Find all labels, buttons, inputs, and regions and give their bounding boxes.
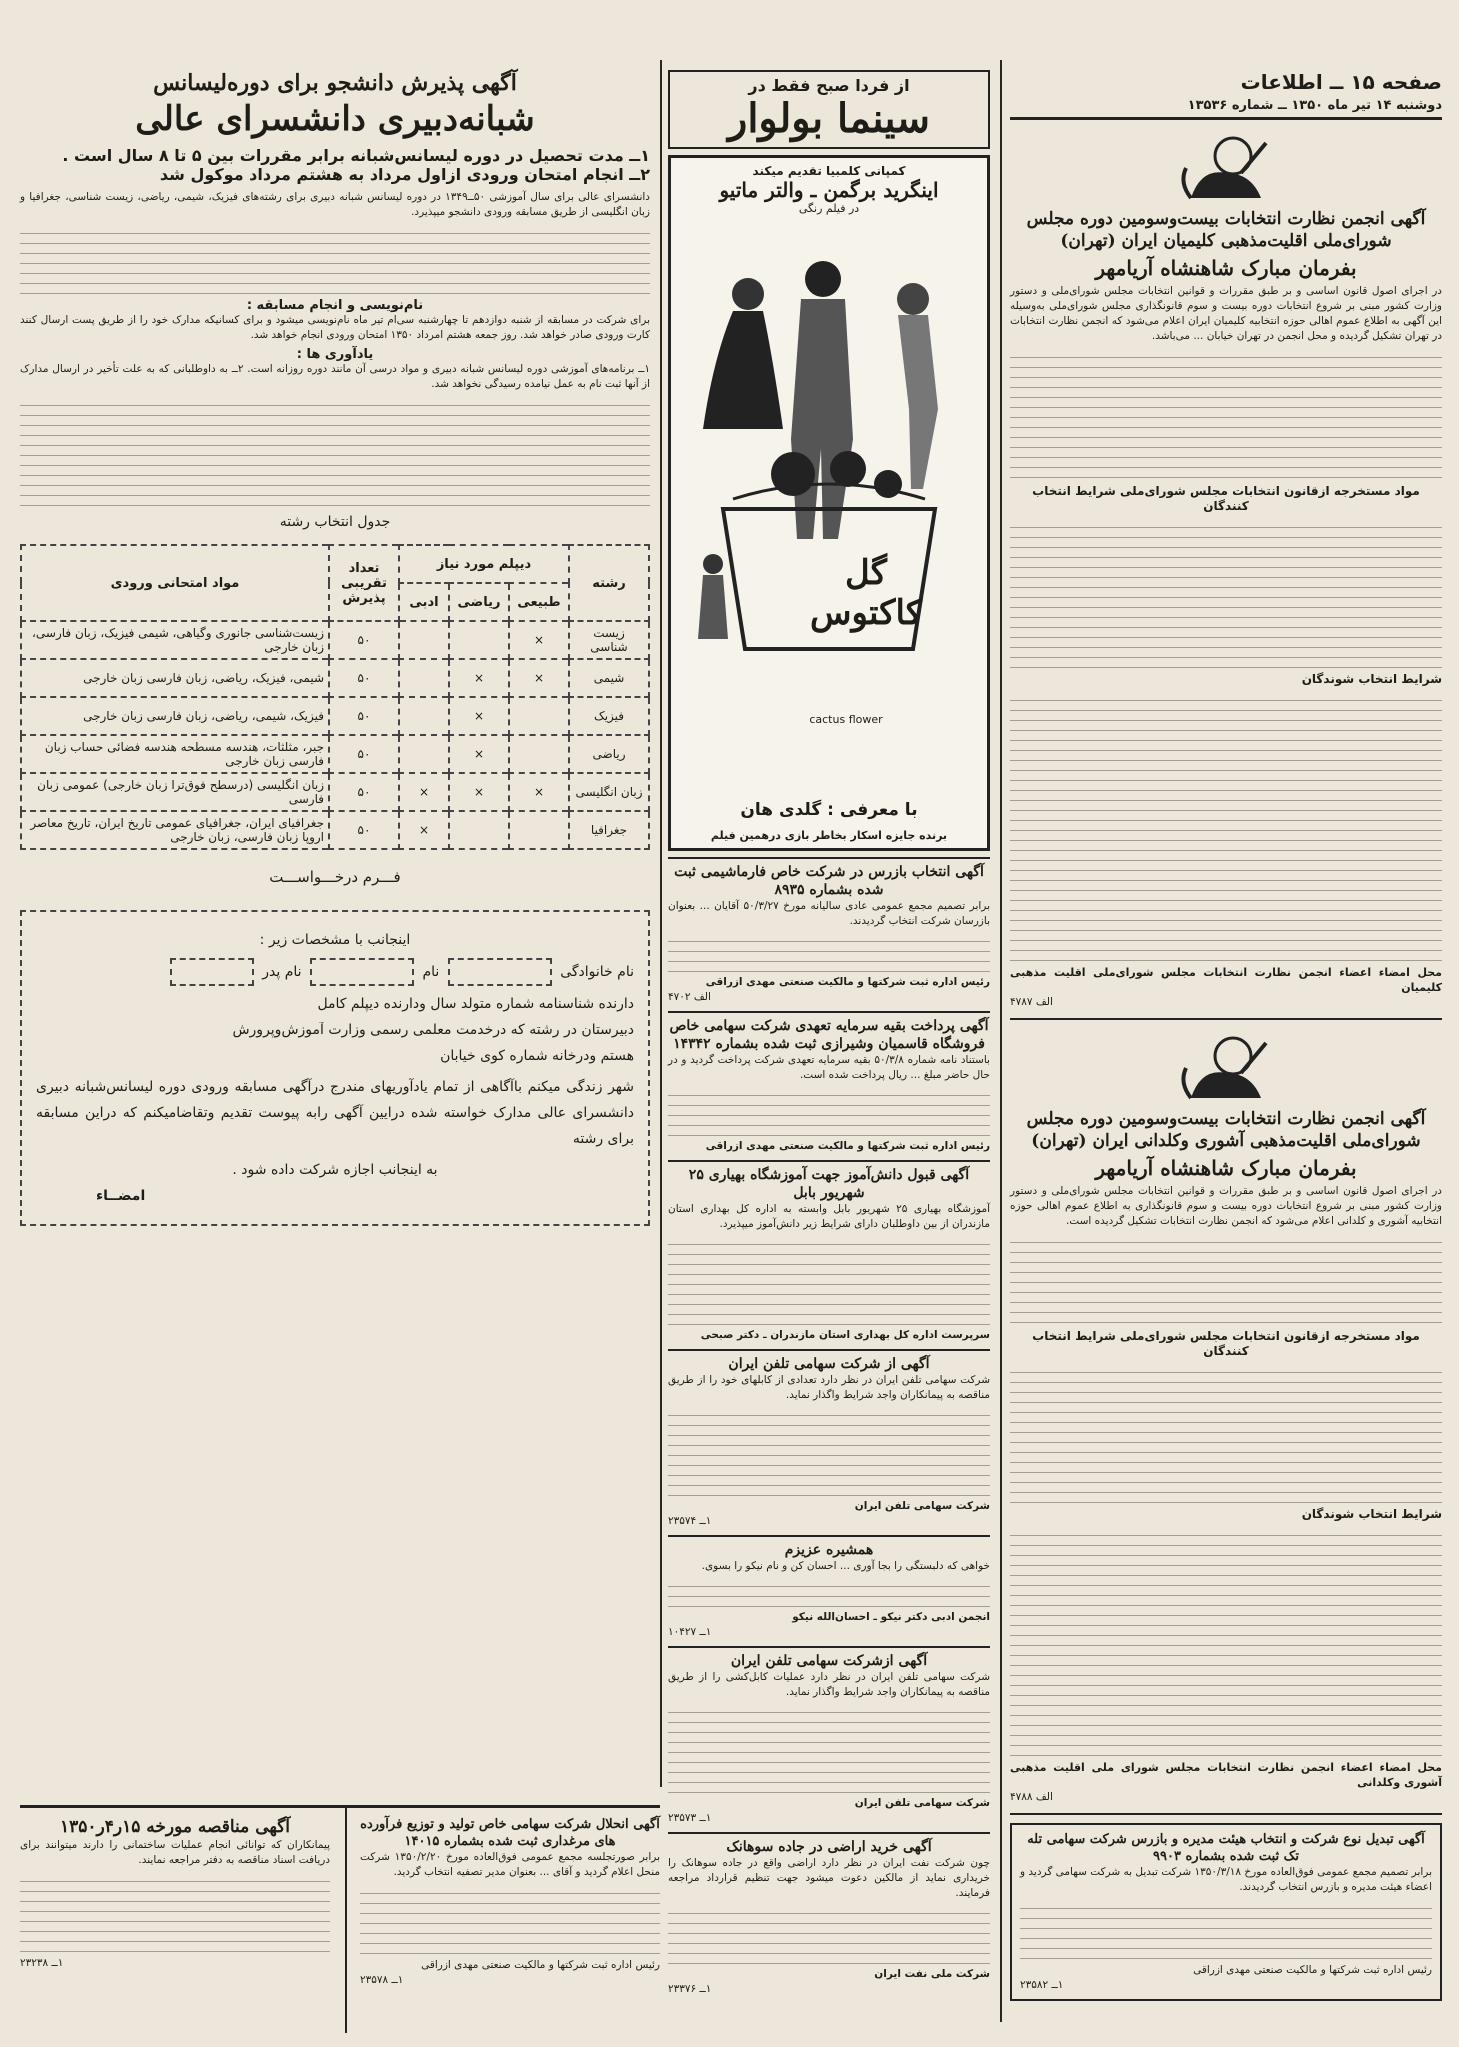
- middle-ad: [668, 857, 990, 1005]
- ad-ref: ۱ــ ۲۳۳۷۶: [668, 1983, 712, 1995]
- section-heading: شرایط انتخاب شوندگان: [1301, 1507, 1442, 1521]
- body-text-block: [20, 224, 650, 294]
- father-name-field[interactable]: [170, 958, 254, 986]
- body-text-block: [668, 1086, 990, 1136]
- ad-title: آگهی پرداخت بقیه سرمایه تعهدی شرکت سهامی خاص فروشگاه قاسمیان وشیرازی ثبت شده بشماره ۱۴۳۴۲: [669, 1018, 989, 1052]
- section-heading: مواد مستخرجه ازقانون انتخابات مجلس شورای‌ملی شرایط انتخاب کنندگان: [1032, 484, 1420, 513]
- form-title: فـــرم درخـــواســـت: [269, 868, 401, 886]
- subjects-cell: جبر، مثلثات، هندسه مسطحه هندسه فضائی حساب زبان فارسی زبان خارجی: [21, 735, 329, 773]
- table-row: [21, 659, 649, 697]
- ad-title: آگهی از شرکت سهامی تلفن ایران: [728, 1356, 930, 1372]
- body-text-block: [668, 1703, 990, 1793]
- column-rule: [345, 1808, 347, 2033]
- diploma-mark-cell: ×: [509, 773, 569, 811]
- divider: [1010, 1018, 1442, 1020]
- left-cond-2: ۲ــ انجام امتحان ورودی ازاول مرداد به هشتم مرداد موکول شد: [159, 165, 650, 184]
- left-reg-text: برای شرکت در مسابقه از شنبه دوازدهم تا چهارشنبه سی‌ام تیر ماه نام‌نویسی میشود و برای کسانیکه مدارک خود را از طریق پست ارسال کنند کارت ورودی صادر خواهد شد. روز جمعه هشتم امرداد ۱۳۵۰ امتحان ورودی انجام خواهد شد.: [20, 314, 650, 341]
- diploma-mark-cell: ×: [449, 659, 509, 697]
- ad-ref: الف ۴۷۸۷: [1010, 996, 1053, 1008]
- ad-body: برابر صورتجلسه مجمع عمومی فوق‌العاده مورخ ۱۳۵۰/۲/۲۰ شرکت منحل اعلام گردید و آقای ... بعنوان مدیر تصفیه انتخاب گردید.: [360, 1851, 660, 1878]
- film-title-en: cactus flower: [809, 713, 883, 726]
- ad-title: آگهی تبدیل نوع شرکت و انتخاب هیئت مدیره و بازرس شرکت سهامی تله تک ثبت شده بشماره ۹۹۰۳: [1027, 1832, 1425, 1864]
- ad-body: برابر تصمیم مجمع عمومی عادی سالیانه مورخ ۵۰/۳/۲۷ آقایان ... بعنوان بازرسان شرکت انتخاب گردیدند.: [668, 900, 990, 927]
- election-ad-kalimian: [1010, 128, 1442, 1010]
- bottom-ad-tender: [20, 1816, 330, 1971]
- field-cell: جغرافیا: [569, 811, 649, 849]
- body-text-block: [1010, 1363, 1442, 1503]
- left-note-text: ۱ــ برنامه‌های آموزشی دوره لیسانس شبانه دبیری و مواد درسی آن مانند دوره روزانه است. ۲ــ به داوطلبانی که به علت تأخیر در ارسال مدارک از آنها ثبت نام به عمل نیامده رسیدگی نخواهد شد.: [20, 363, 650, 390]
- middle-ad: [668, 1349, 990, 1529]
- divider: [1010, 1813, 1442, 1815]
- ad-body: شرکت سهامی تلفن ایران در نظر دارد تعدادی از کابلهای خود را از طریق مناقصه به پیمانکاران واجد شرایط واگذار نماید.: [668, 1374, 990, 1401]
- company-ad-teletek: [1010, 1823, 1442, 2001]
- diploma-mark-cell: ×: [449, 697, 509, 735]
- ad-signature: رئیس اداره ثبت شرکتها و مالکیت صنعتی مهدی ازراقی: [705, 1140, 990, 1152]
- page-label: صفحه ۱۵ ــ اطلاعات: [1240, 70, 1442, 94]
- election-ad-ashuri: [1010, 1028, 1442, 1805]
- table-subheader: طبیعی: [509, 583, 569, 621]
- body-text-block: [668, 1235, 990, 1325]
- ad-signature: سرپرست اداره کل بهداری استان مازندران ـ دکتر صبحی: [700, 1329, 990, 1341]
- section-heading: مواد مستخرجه ازقانون انتخابات مجلس شورای‌ملی شرایط انتخاب کنندگان: [1032, 1329, 1420, 1358]
- body-text-block: [1010, 1526, 1442, 1756]
- body-text-block: [668, 1904, 990, 1964]
- ad-title: آگهی انحلال شرکت سهامی خاص تولید و توزیع فرآورده های مرغداری ثبت شده بشماره ۱۴۰۱۵: [360, 1817, 660, 1849]
- field-cell: فیزیک: [569, 697, 649, 735]
- ad-body: در اجرای اصول قانون اساسی و بر طبق مقررات و قوانین انتخابات مجلس شورای‌ملی و دستور وزارت کشور مبنی بر شروع انتخابات دوره بیست و سوم قانونگذاری به اطلاع عموم اهالی حوزه انتخابیه آشوری و کلدانی اعلام می‌شود که انجمن نظارت انتخابات تشکیل گردیده است.: [1010, 1185, 1442, 1227]
- section-heading: نام‌نویسی و انجام مسابقه :: [246, 298, 424, 313]
- section-heading: شرایط انتخاب شوندگان: [1301, 672, 1442, 686]
- ad-signature: شرکت سهامی تلفن ایران: [854, 1797, 990, 1809]
- ad-body: باستناد نامه شماره ۵۰/۳/۸ بقیه سرمایه تعهدی شرکت پرداخت گردید و در حال حاضر مبلغ ... ریال پرداخت شده است.: [668, 1054, 990, 1081]
- subjects-cell: فیزیک، شیمی، ریاضی، زبان فارسی زبان خارجی: [21, 697, 329, 735]
- subjects-cell: زیست‌شناسی جانوری وگیاهی، شیمی فیزیک، زبان فارسی، زبان خارجی: [21, 621, 329, 659]
- form-label-fname: نام: [422, 964, 440, 980]
- middle-ad: [668, 1646, 990, 1826]
- diploma-mark-cell: [509, 697, 569, 735]
- form-line: هستم ودرخانه شماره کوی خیابان: [440, 1048, 634, 1064]
- left-ad-title-2: شبانه‌دبیری دانشسرای عالی: [135, 99, 535, 139]
- field-selection-table: [20, 544, 650, 850]
- date-line: دوشنبه ۱۴ تیر ماه ۱۳۵۰ ــ شماره ۱۳۵۳۶: [1010, 98, 1442, 120]
- body-text-block: [1010, 1233, 1442, 1325]
- body-text-block: [1010, 518, 1442, 668]
- middle-column: [668, 70, 990, 1997]
- body-text-block: [20, 1872, 330, 1952]
- diploma-mark-cell: [399, 621, 449, 659]
- form-line: اینجانب با مشخصات زیر :: [259, 932, 411, 948]
- ad-signature: رئیس اداره ثبت شرکتها و مالکیت صنعتی مهدی ازراقی: [705, 976, 990, 988]
- form-line: دبیرستان در رشته که درخدمت معلمی رسمی وزارت آموزش‌وپرورش: [232, 1022, 634, 1038]
- diploma-mark-cell: [399, 697, 449, 735]
- ad-signature: انجمن ادبی دکتر نیکو ـ احسان‌الله نیکو: [792, 1611, 990, 1623]
- middle-ad: [668, 1535, 990, 1640]
- fname-field[interactable]: [310, 958, 414, 986]
- column-rule: [1000, 60, 1002, 2022]
- field-cell: زیست شناسی: [569, 621, 649, 659]
- ad-ref: ۱ــ ۲۳۵۷۳: [668, 1812, 712, 1824]
- diploma-mark-cell: [449, 621, 509, 659]
- ad-body: چون شرکت نفت ایران در نظر دارد اراضی واقع در جاده سوهانک را خریداری نماید از مالکین دعوت میشود جهت تنظیم قرارداد مراجعه فرمایند.: [668, 1857, 990, 1899]
- body-text-block: [20, 396, 650, 506]
- cinema-name: سینما بولوار: [728, 95, 930, 142]
- diploma-mark-cell: [509, 735, 569, 773]
- lion-and-sun-emblem-icon: [1171, 1028, 1281, 1108]
- middle-ad: [668, 1160, 990, 1343]
- ad-ref: ۱ــ ۲۳۲۳۸: [20, 1957, 64, 1969]
- form-line: به اینجانب اجازه شرکت داده شود .: [232, 1162, 438, 1178]
- ad-title: همشیره عزیزم: [784, 1542, 874, 1558]
- table-subheader: ریاضی: [449, 583, 509, 621]
- application-form: [20, 910, 650, 1226]
- right-column: [1010, 70, 1442, 2001]
- table-row: [21, 621, 649, 659]
- capacity-cell: ۵۰: [329, 811, 399, 849]
- bottom-ads-row: [20, 1805, 660, 1986]
- diploma-mark-cell: ×: [449, 773, 509, 811]
- ad-title: آگهی انتخاب بازرس در شرکت خاص فارماشیمی ثبت شده بشماره ۸۹۳۵: [674, 864, 984, 898]
- middle-ad: [668, 1011, 990, 1154]
- ad-body: برابر تصمیم مجمع عمومی فوق‌العاده مورخ ۱۳۵۰/۳/۱۸ شرکت تبدیل به شرکت سهامی گردید و اعضاء هیئت مدیره و بازرس انتخاب گردیدند.: [1020, 1866, 1432, 1893]
- diploma-mark-cell: ×: [399, 811, 449, 849]
- film-title: گل کاکتوس: [809, 553, 923, 633]
- capacity-cell: ۵۰: [329, 773, 399, 811]
- ad-ref: ۱ــ ۱۰۴۲۷: [668, 1626, 712, 1638]
- poster-presenter: کمپانی کلمبیا تقدیم میکند: [752, 164, 906, 178]
- cinema-header: [668, 70, 990, 149]
- body-text-block: [668, 1406, 990, 1496]
- ad-signature: شرکت ملی نفت ایران: [874, 1968, 990, 1980]
- poster-subtitle: در فیلم رنگی: [798, 202, 860, 215]
- table-header: مواد امتحانی ورودی: [21, 545, 329, 621]
- field-cell: شیمی: [569, 659, 649, 697]
- table-header: رشته: [569, 545, 649, 621]
- royal-decree: بفرمان مبارک شاهنشاه آریامهر: [1095, 1156, 1357, 1180]
- form-label-father: نام پدر: [262, 964, 302, 980]
- left-intro: دانشسرای عالی برای سال آموزشی ۵۰ــ۱۳۴۹ در دوره لیسانس شبانه دبیری برای رشته‌های فیزیک، شیمی، ریاضی، زیست شناسی، جغرافیا و زبان انگلیسی از طریق مسابقه ورودی دانشجو میپذیرد.: [20, 191, 650, 218]
- table-row: [21, 735, 649, 773]
- film-poster: [668, 155, 990, 851]
- capacity-cell: ۵۰: [329, 735, 399, 773]
- diploma-mark-cell: ×: [399, 773, 449, 811]
- form-line: دارنده شناسنامه شماره متولد سال ودارنده دیپلم کامل: [317, 996, 634, 1012]
- ad-title: آگهی انجمن نظارت انتخابات بیست‌وسومین دوره مجلس شورای‌ملی اقلیت‌مذهبی آشوری وکلدانی ایران (تهران): [1026, 1109, 1426, 1151]
- subjects-cell: شیمی، فیزیک، ریاضی، زبان فارسی زبان خارجی: [21, 659, 329, 697]
- diploma-mark-cell: [509, 811, 569, 849]
- bottom-ad-dissolution: [360, 1816, 660, 1988]
- royal-decree: بفرمان مبارک شاهنشاه آریامهر: [1095, 256, 1357, 280]
- ad-signature: رئیس اداره ثبت شرکتها و مالکیت صنعتی مهدی ازراقی: [421, 1959, 660, 1971]
- middle-ad: [668, 1832, 990, 1997]
- ad-title: آگهی قبول دانش‌آموز جهت آموزشگاه بهیاری ۲۵ شهریور بابل: [688, 1167, 970, 1201]
- cinema-top-line: از فردا صبح فقط در: [748, 76, 910, 95]
- ad-body: خواهی که دلبستگی را بجا آوری ... احسان کن و نام نیکو را بسوی.: [701, 1560, 990, 1572]
- ad-ref: ۱ــ ۲۳۵۷۴: [668, 1515, 712, 1527]
- poster-introducing: با معرفی : گلدی هان: [740, 800, 918, 820]
- ad-signature: رئیس اداره ثبت شرکتها و مالکیت صنعتی مهدی ازراقی: [1193, 1964, 1432, 1976]
- left-column: [20, 70, 650, 1226]
- diploma-mark-cell: ×: [449, 735, 509, 773]
- subjects-cell: جغرافیای ایران، جغرافیای عمومی تاریخ ایران، تاریخ معاصر اروپا زبان فارسی، زبان خارجی: [21, 811, 329, 849]
- middle-ads-list: [668, 857, 990, 1997]
- section-heading: یادآوری ها :: [296, 347, 374, 362]
- form-signature[interactable]: امضــاء: [96, 1188, 146, 1204]
- ad-title: آگهی ازشرکت سهامی تلفن ایران: [730, 1653, 928, 1669]
- poster-stars: اینگرید برگمن ـ والتر ماتیو: [719, 178, 939, 202]
- body-text-block: [1020, 1899, 1432, 1959]
- ad-body: آموزشگاه بهیاری ۲۵ شهریور بابل وابسته به اداره کل بهداری استان مازندران از بین داوطلبان دارای شرایط زیر دانش‌آموز میپذیرد.: [668, 1203, 990, 1230]
- body-text-block: [668, 1577, 990, 1607]
- ad-ref: ۱ــ ۲۳۵۸۲: [1020, 1979, 1064, 1991]
- body-text-block: [360, 1884, 660, 1954]
- ad-signature: محل امضاء اعضاء انجمن نظارت انتخابات مجلس شورای‌ملی اقلیت مذهبی کلیمیان: [1010, 966, 1442, 994]
- column-rule: [660, 60, 662, 1787]
- ad-body: در اجرای اصول قانون اساسی و بر طبق مقررات و قوانین انتخابات مجلس شورای‌ملی و دستور وزارت کشور مبنی بر شروع انتخابات دوره بیست و سوم قانونگذاری مجلس شورای‌ملی به‌وسیله این آگهی به اطلاع عموم اهالی حوزه انتخابیه کلیمیان ایران اعلام می‌شود که انجمن نظارت انتخابات در تهران تشکیل گردیده و محل انجمن در تهران خیابان ... می‌باشد.: [1010, 285, 1442, 342]
- table-header: تعداد تقریبی پذیرش: [329, 545, 399, 621]
- diploma-mark-cell: ×: [509, 621, 569, 659]
- field-cell: ریاضی: [569, 735, 649, 773]
- lname-field[interactable]: [448, 958, 552, 986]
- table-caption: جدول انتخاب رشته: [279, 514, 391, 530]
- diploma-mark-cell: ×: [509, 659, 569, 697]
- diploma-mark-cell: [399, 735, 449, 773]
- poster-award: برنده جایزه اسکار بخاطر بازی درهمین فیلم: [710, 829, 948, 842]
- subjects-cell: زبان انگلیسی (درسطح فوق‌ترا زبان خارجی) عمومی زبان فارسی: [21, 773, 329, 811]
- ad-ref: ۱ــ ۲۳۵۷۸: [360, 1974, 404, 1986]
- table-subheader: ادبی: [399, 583, 449, 621]
- field-cell: زبان انگلیسی: [569, 773, 649, 811]
- table-header: دیپلم مورد نیاز: [399, 545, 569, 583]
- capacity-cell: ۵۰: [329, 621, 399, 659]
- ad-body: شرکت سهامی تلفن ایران در نظر دارد عملیات کابل‌کشی را از طریق مناقصه به پیمانکاران واجد شرایط واگذار نماید.: [668, 1671, 990, 1698]
- left-ad-title-1: آگهی پذیرش دانشجو برای دوره‌لیسانس: [153, 70, 517, 96]
- capacity-cell: ۵۰: [329, 697, 399, 735]
- form-label-lname: نام خانوادگی: [560, 964, 634, 980]
- table-row: [21, 697, 649, 735]
- diploma-mark-cell: [399, 659, 449, 697]
- form-line: شهر زندگی میکنم باآگاهی از تمام یادآوریهای مندرج درآگهی مسابقه ورودی دوره لیسانس‌شبانه دبیری دانشسرای عالی مدارک خواسته شده درایین آگهی رابه پیوست تقدیم وتقاضامیکنم که دراین مسابقه برای رشته: [36, 1079, 634, 1147]
- ad-body: پیمانکاران که توانائی انجام عملیات ساختمانی را دارند میتوانند برای دریافت اسناد مناقصه به دفتر مراجعه نمایند.: [20, 1839, 330, 1866]
- table-row: [21, 773, 649, 811]
- ad-ref: الف ۴۷۸۸: [1010, 1791, 1053, 1803]
- ad-signature: شرکت سهامی تلفن ایران: [854, 1500, 990, 1512]
- capacity-cell: ۵۰: [329, 659, 399, 697]
- body-text-block: [668, 932, 990, 972]
- ad-signature: محل امضاء اعضاء انجمن نظارت انتخابات مجلس شورای ملی اقلیت مذهبی آشوری وکلدانی: [1010, 1761, 1442, 1789]
- ad-ref: الف ۴۷۰۲: [668, 991, 711, 1003]
- table-row: [21, 811, 649, 849]
- left-cond-1: ۱ــ مدت تحصیل در دوره لیسانس‌شبانه برابر مقررات بین ۵ تا ۸ سال است .: [62, 146, 650, 165]
- diploma-mark-cell: [449, 811, 509, 849]
- body-text-block: [1010, 348, 1442, 480]
- lion-and-sun-emblem-icon: [1171, 128, 1281, 208]
- ad-title: آگهی انجمن نظارت انتخابات بیست‌وسومین دوره مجلس شورای‌ملی اقلیت‌مذهبی کلیمیان ایران (تهران): [1026, 209, 1426, 251]
- ad-title: آگهی مناقصه مورخه ۱۵ر۴ر۱۳۵۰: [59, 1817, 291, 1837]
- form-name-row: [36, 958, 634, 986]
- body-text-block: [1010, 691, 1442, 961]
- ad-title: آگهی خرید اراضی در جاده سوهانک: [726, 1839, 932, 1855]
